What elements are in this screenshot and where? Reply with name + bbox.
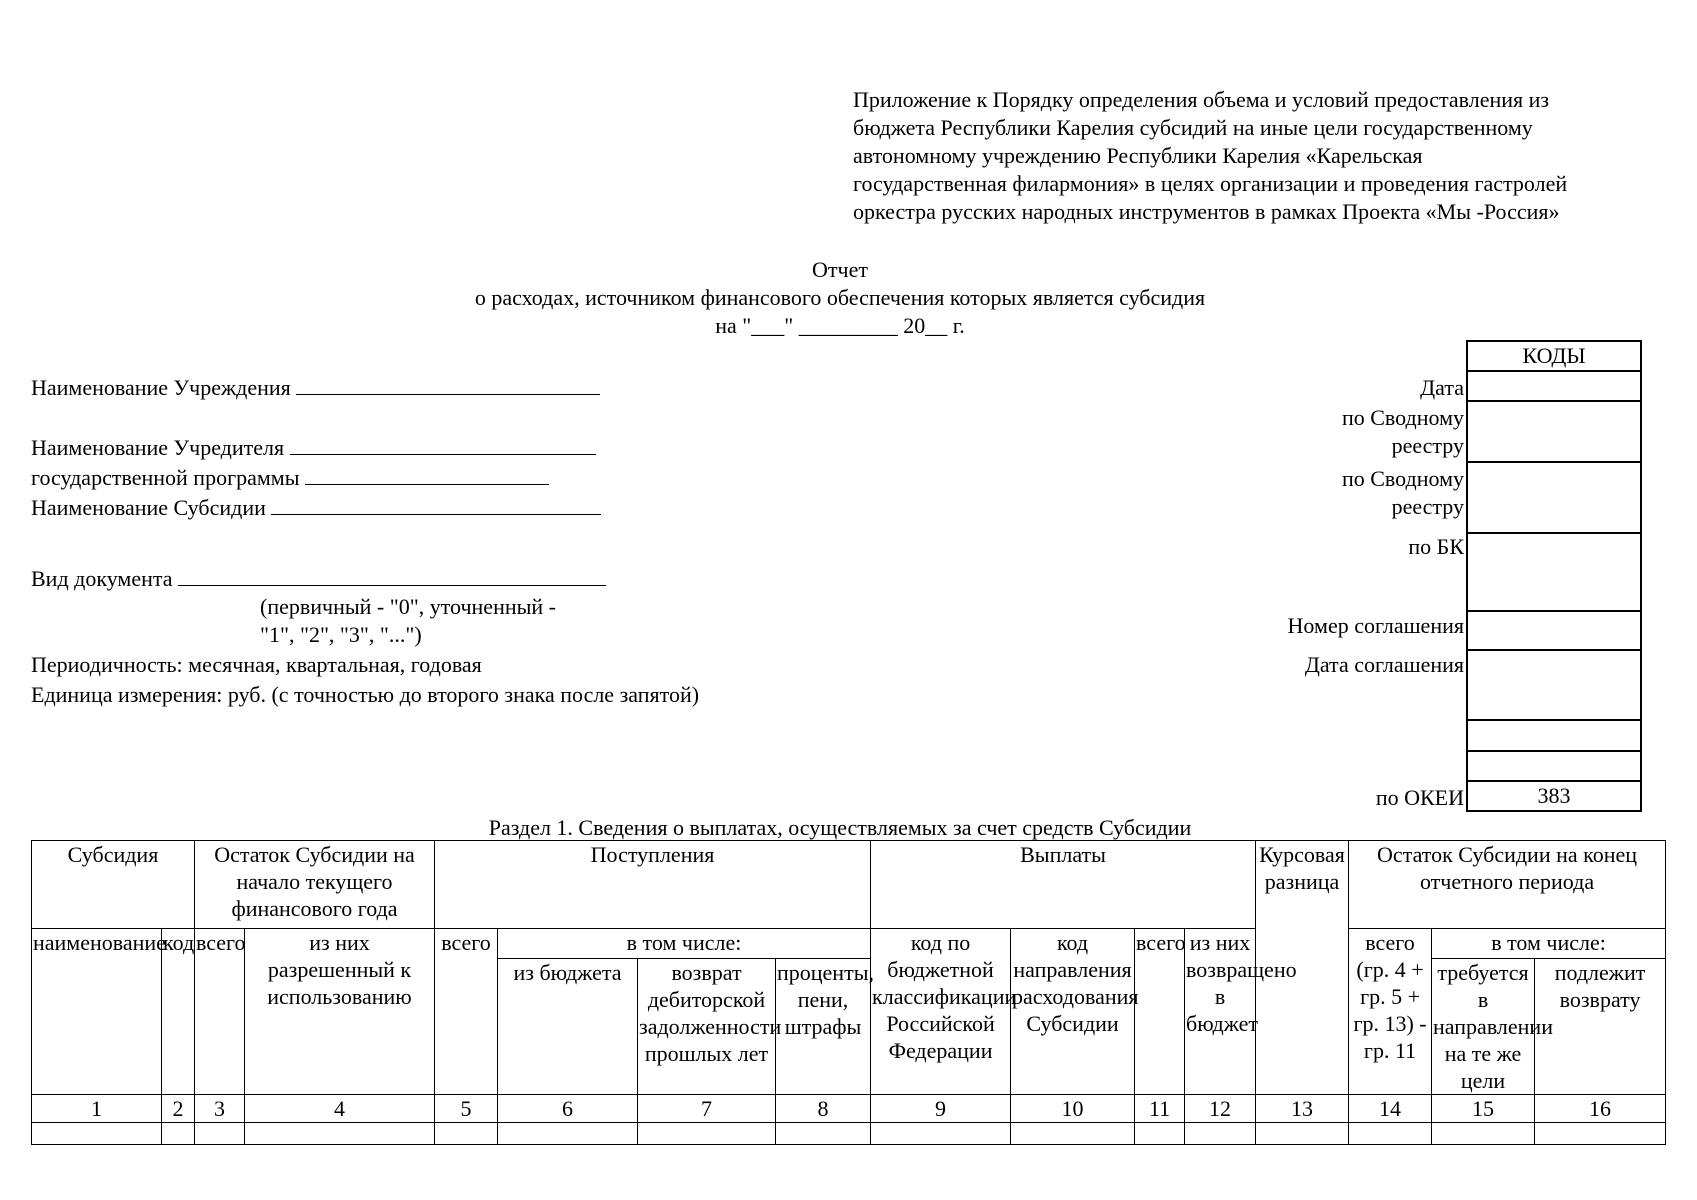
appendix-line: государственная филармония» в целях организации и проведения гастролей — [853, 171, 1568, 196]
col-number: 7 — [638, 1095, 776, 1123]
header-returned: из них возвращено в бюджет — [1185, 929, 1256, 1095]
header-balance-end: Остаток Субсидии на конец отчетного периода — [1349, 841, 1666, 929]
col-number: 16 — [1535, 1095, 1666, 1123]
founder-label: Наименование Учредителя — [31, 435, 285, 460]
doc-type-hint: "1", "2", "3", "...") — [260, 622, 422, 647]
header-including-end: в том числе: — [1432, 929, 1666, 959]
data-cell[interactable] — [1256, 1123, 1349, 1145]
header-bk-code: код по бюджетной классификации Российской Федерации — [871, 929, 1011, 1095]
data-cell[interactable] — [871, 1123, 1011, 1145]
data-cell[interactable] — [1185, 1123, 1256, 1145]
code-registry1-cell[interactable] — [1467, 401, 1641, 462]
header-receipts: Поступления — [435, 841, 871, 929]
header-receivables: возврат дебиторской задолженности прошлых лет — [638, 959, 776, 1095]
codes-label-registry1: реестру — [1391, 433, 1464, 458]
program-blank[interactable] — [305, 464, 549, 485]
appendix-line: оркестра русских народных инструментов в рамках Проекта «Мы -Россия» — [853, 199, 1560, 224]
data-cell[interactable] — [1535, 1123, 1666, 1145]
col-number: 11 — [1135, 1095, 1185, 1123]
report-subtitle: о расходах, источником финансового обеспечения которых является субсидия — [474, 285, 1206, 310]
doc-type-label: Вид документа — [31, 566, 173, 591]
data-cell[interactable] — [1011, 1123, 1135, 1145]
codes-header: КОДЫ — [1467, 341, 1641, 371]
codes-label-registry1: по Сводному — [1341, 405, 1464, 430]
doc-type-hint: (первичный - "0", уточненный - — [260, 594, 556, 619]
header-total-14: всего (гр. 4 + гр. 5 + гр. 13) - гр. 11 — [1349, 929, 1432, 1095]
doc-type-blank[interactable] — [178, 565, 606, 586]
appendix-line: автономному учреждению Республики Карелия «Карельская — [853, 143, 1423, 168]
code-bk-cell[interactable] — [1467, 533, 1641, 611]
unit-text: Единица измерения: руб. (с точностью до второго знака после запятой) — [31, 682, 700, 707]
subsidy-field — [31, 494, 601, 522]
col-number: 15 — [1432, 1095, 1535, 1123]
data-cell[interactable] — [776, 1123, 871, 1145]
codes-label-registry2: реестру — [1391, 494, 1464, 519]
header-balance-start: Остаток Субсидии на начало текущего финансового года — [195, 841, 435, 929]
periodicity-text: Периодичность: месячная, квартальная, годовая — [31, 652, 482, 677]
col-number: 12 — [1185, 1095, 1256, 1123]
data-cell[interactable] — [1349, 1123, 1432, 1145]
code-agreement-date-cell[interactable] — [1467, 650, 1641, 720]
data-cell[interactable] — [245, 1123, 435, 1145]
codes-box — [1466, 340, 1642, 812]
header-required: требуется в направлении на те же цели — [1433, 960, 1553, 1093]
col-number: 6 — [498, 1095, 638, 1123]
header-including: в том числе: — [498, 929, 871, 959]
header-to-return: подлежит возврату — [1535, 959, 1666, 1095]
report-title: Отчет — [812, 257, 868, 282]
payments-table — [31, 840, 1666, 1145]
program-field — [31, 464, 549, 492]
founder-field — [31, 434, 596, 462]
col-number: 3 — [195, 1095, 245, 1123]
code-extra-cell[interactable] — [1467, 751, 1641, 781]
codes-label-agreement-number: Номер соглашения — [1287, 613, 1464, 638]
appendix-note — [853, 86, 1649, 226]
founder-blank[interactable] — [290, 434, 596, 455]
header-total-11: всего — [1135, 929, 1185, 1095]
doc-type-field — [31, 565, 606, 593]
codes-label-agreement-date: Дата соглашения — [1304, 652, 1464, 677]
header-payments: Выплаты — [871, 841, 1256, 929]
institution-field — [31, 374, 600, 402]
col-number: 9 — [871, 1095, 1011, 1123]
col-number: 10 — [1011, 1095, 1135, 1123]
codes-label-date: Дата — [1420, 375, 1464, 400]
program-label: государственной программы — [31, 465, 300, 490]
header-total-5: всего — [435, 929, 498, 1095]
appendix-line: Приложение к Порядку определения объема и условий предоставления из — [853, 87, 1550, 112]
code-okei-cell: 383 — [1467, 781, 1641, 811]
data-cell[interactable] — [498, 1123, 638, 1145]
report-date-line: на "___" _________ 20__ г. — [715, 313, 965, 338]
data-cell[interactable] — [1432, 1123, 1535, 1145]
codes-label-bk: по БК — [1408, 534, 1464, 559]
appendix-line: бюджета Республики Карелия субсидий на иные цели государственному — [853, 115, 1533, 140]
codes-label-registry2: по Сводному — [1341, 466, 1464, 491]
col-number: 4 — [245, 1095, 435, 1123]
header-interest: проценты, пени, штрафы — [776, 959, 871, 1095]
col-number: 8 — [776, 1095, 871, 1123]
codes-label-okei: по ОКЕИ — [1375, 785, 1464, 810]
data-cell[interactable] — [638, 1123, 776, 1145]
subsidy-blank[interactable] — [271, 494, 601, 515]
data-cell[interactable] — [435, 1123, 498, 1145]
data-cell[interactable] — [162, 1123, 195, 1145]
code-registry2-cell[interactable] — [1467, 462, 1641, 533]
col-number: 2 — [162, 1095, 195, 1123]
institution-blank[interactable] — [296, 374, 600, 395]
col-number: 14 — [1349, 1095, 1432, 1123]
header-direction-code: код направления расходования Субсидии — [1011, 929, 1135, 1095]
subsidy-label: Наименование Субсидии — [31, 495, 266, 520]
data-cell[interactable] — [195, 1123, 245, 1145]
col-number: 5 — [435, 1095, 498, 1123]
header-code: код — [162, 929, 195, 1095]
code-agreement-number-cell[interactable] — [1467, 611, 1641, 650]
col-number: 1 — [32, 1095, 162, 1123]
header-from-budget: из бюджета — [498, 959, 638, 1095]
institution-label: Наименование Учреждения — [31, 375, 291, 400]
section1-title: Раздел 1. Сведения о выплатах, осуществляемых за счет средств Субсидии — [488, 815, 1192, 840]
header-total-3: всего — [195, 929, 245, 1095]
header-allowed: из них разрешенный к использованию — [245, 929, 435, 1095]
data-cell[interactable] — [32, 1123, 162, 1145]
data-cell[interactable] — [1135, 1123, 1185, 1145]
header-fx-diff: Курсовая разница — [1256, 841, 1349, 1095]
code-date-cell[interactable] — [1467, 371, 1641, 401]
col-number: 13 — [1256, 1095, 1349, 1123]
code-extra-cell[interactable] — [1467, 720, 1641, 751]
header-subsidy: Субсидия — [32, 841, 195, 929]
header-name: наименование — [32, 929, 162, 1095]
